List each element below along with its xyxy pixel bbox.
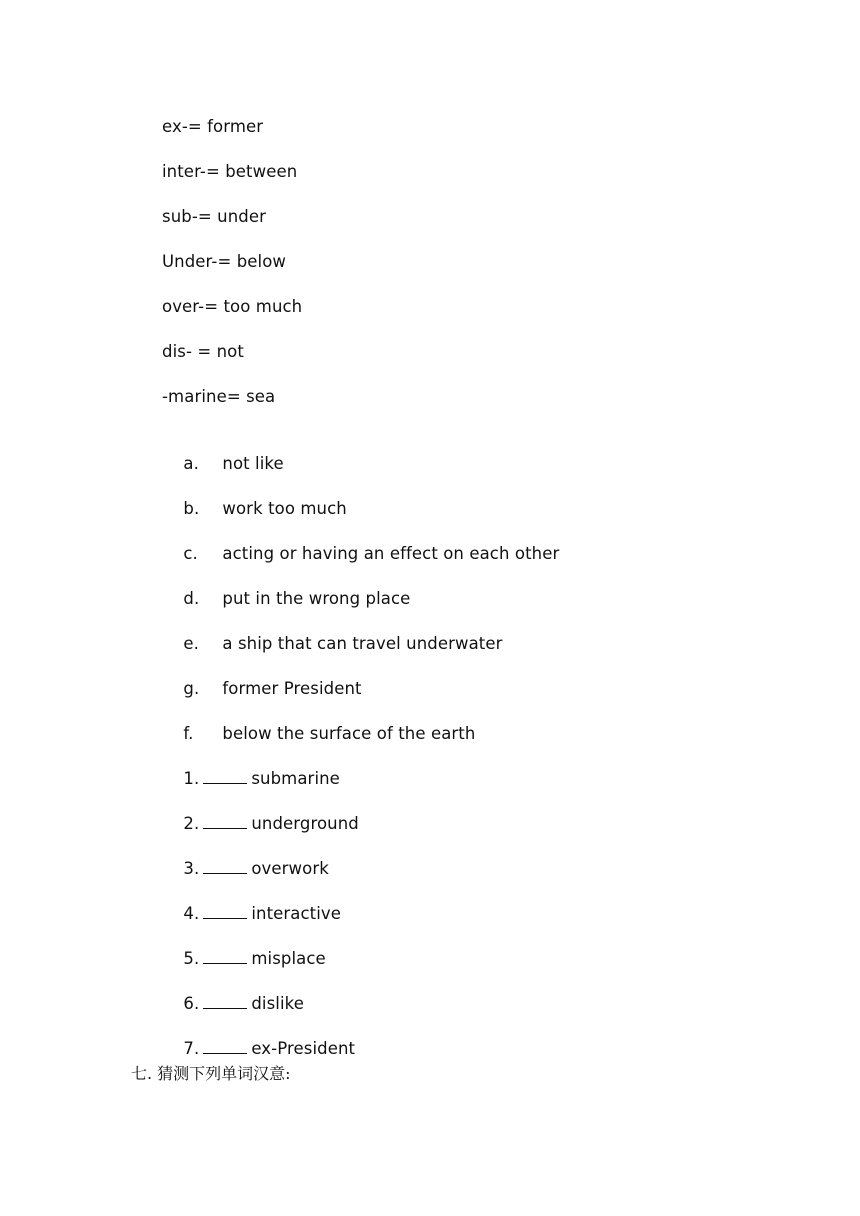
question-word: misplace bbox=[251, 949, 326, 968]
question-number: 1. bbox=[183, 769, 200, 788]
definition-letter: e. bbox=[183, 634, 199, 653]
question-word: underground bbox=[251, 814, 359, 833]
question-word: submarine bbox=[251, 769, 340, 788]
definition-letter: b. bbox=[183, 499, 200, 518]
definition-text: a ship that can travel underwater bbox=[222, 634, 503, 653]
prefix-line: Under-= below bbox=[162, 252, 287, 271]
definition-text: acting or having an effect on each other bbox=[222, 544, 560, 563]
definition-text: put in the wrong place bbox=[222, 589, 411, 608]
answer-blank[interactable] bbox=[203, 1039, 247, 1054]
prefix-line: -marine= sea bbox=[162, 387, 276, 406]
definition-text: work too much bbox=[222, 499, 347, 518]
question-word: dislike bbox=[251, 994, 304, 1013]
question-number: 2. bbox=[183, 814, 200, 833]
section-heading: 七. 猜测下列单词汉意: bbox=[131, 1064, 291, 1083]
answer-blank[interactable] bbox=[203, 994, 247, 1009]
definition-letter: c. bbox=[183, 544, 198, 563]
answer-blank[interactable] bbox=[203, 769, 247, 784]
question-word: interactive bbox=[251, 904, 342, 923]
definition-text: not like bbox=[222, 454, 284, 473]
definition-letter: f. bbox=[183, 724, 194, 743]
definition-letter: d. bbox=[183, 589, 200, 608]
prefix-line: sub-= under bbox=[162, 207, 266, 226]
question-number: 7. bbox=[183, 1039, 200, 1058]
prefix-line: dis- = not bbox=[162, 342, 244, 361]
answer-blank[interactable] bbox=[203, 949, 247, 964]
answer-blank[interactable] bbox=[203, 859, 247, 874]
prefix-line: inter-= between bbox=[162, 162, 298, 181]
answer-blank[interactable] bbox=[203, 904, 247, 919]
definition-text: below the surface of the earth bbox=[222, 724, 476, 743]
answer-blank[interactable] bbox=[203, 814, 247, 829]
question-number: 5. bbox=[183, 949, 200, 968]
definition-letter: g. bbox=[183, 679, 200, 698]
question-number: 3. bbox=[183, 859, 200, 878]
definition-text: former President bbox=[222, 679, 362, 698]
question-number: 6. bbox=[183, 994, 200, 1013]
question-word: ex-President bbox=[251, 1039, 356, 1058]
prefix-line: ex-= former bbox=[162, 117, 264, 136]
question-word: overwork bbox=[251, 859, 329, 878]
prefix-line: over-= too much bbox=[162, 297, 303, 316]
question-number: 4. bbox=[183, 904, 200, 923]
definition-letter: a. bbox=[183, 454, 199, 473]
